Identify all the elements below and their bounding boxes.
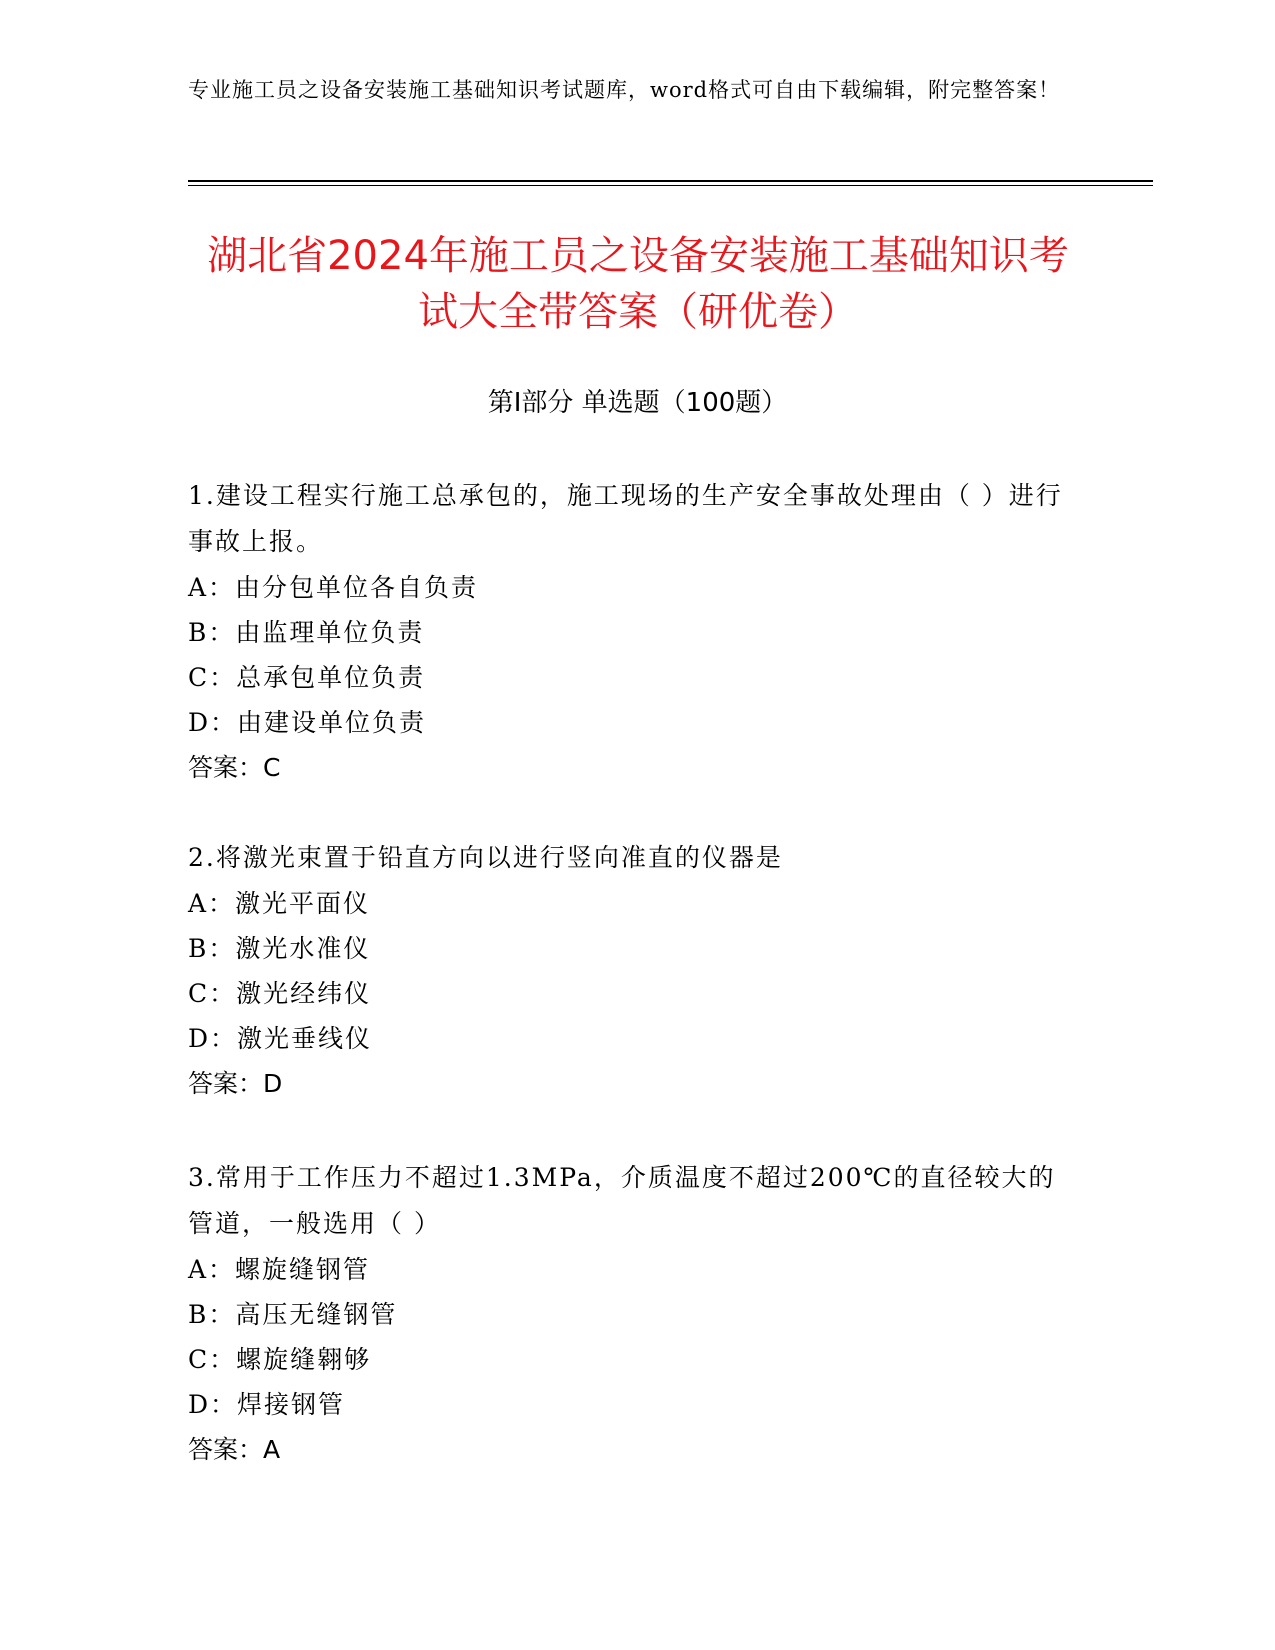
header-note: 专业施工员之设备安装施工基础知识考试题库，word格式可自由下载编辑，附完整答案！ [188,78,1061,102]
question-stem: 1.建设工程实行施工总承包的，施工现场的生产安全事故处理由（ ）进行事故上报。 [188,481,1063,556]
answer-line: 答案：A [188,1435,281,1464]
option-b: B：由监理单位负责 [188,618,425,647]
answer-line: 答案：D [188,1069,283,1098]
question-block [188,1155,1068,1472]
option-b: B：激光水准仪 [188,934,371,963]
option-b: B：高压无缝钢管 [188,1300,398,1329]
option-d: D：激光垂线仪 [188,1024,373,1053]
option-c: C：总承包单位负责 [188,663,426,692]
question-block [188,473,1068,790]
option-c: C：螺旋缝翱够 [188,1345,372,1374]
option-a: A：由分包单位各自负责 [188,573,479,602]
answer-line: 答案：C [188,753,281,782]
question-stem: 3.常用于工作压力不超过1.3MPa，介质温度不超过200℃的直径较大的管道，一般选用（ ） [188,1163,1056,1238]
header-divider-thick [188,180,1153,182]
option-a: A：螺旋缝钢管 [188,1255,371,1284]
option-a: A：激光平面仪 [188,889,371,918]
option-d: D：由建设单位负责 [188,708,427,737]
question-stem: 2.将激光束置于铅直方向以进行竖向准直的仪器是 [188,843,783,872]
header-divider-thin [188,185,1153,186]
option-c: C：激光经纬仪 [188,979,372,1008]
document-title: 湖北省2024年施工员之设备安装施工基础知识考试大全带答案（研优卷） [207,233,1069,335]
option-d: D：焊接钢管 [188,1390,346,1419]
section-title: 第Ⅰ部分 单选题（100题） [487,388,788,418]
question-block [188,835,1068,1106]
